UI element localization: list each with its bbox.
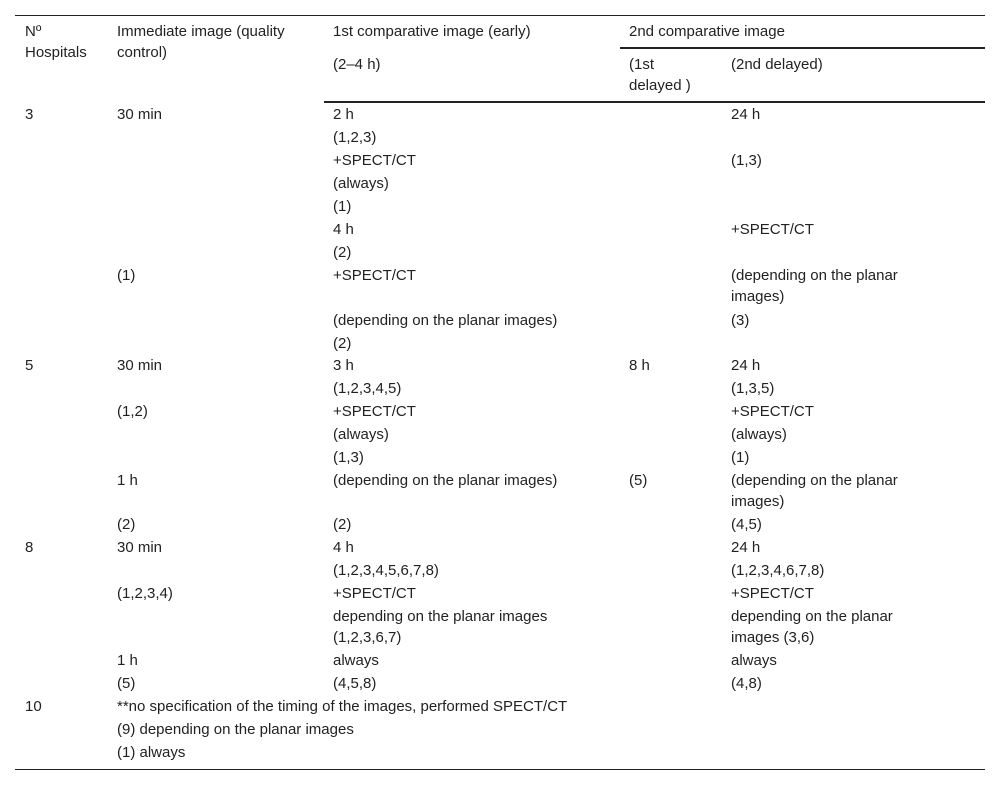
header-immediate-image — [117, 21, 285, 63]
row-5-delayed2-6a: (depending on the planar — [731, 472, 898, 489]
row-3-early-10: (2) — [333, 335, 352, 352]
row-5-delayed2-2: (1,3,5) — [731, 380, 775, 397]
row-3-early-4: (always) — [333, 175, 389, 192]
row-10-note-1: **no specification of the timing of the images, performed SPECT/CT — [117, 698, 568, 715]
row-5-immediate-2: (1,2) — [117, 403, 148, 420]
row-5-immediate-1: 30 min — [117, 357, 163, 374]
row-5-delayed1-1: 8 h — [629, 357, 650, 374]
row-5-immediate-4: (2) — [117, 516, 136, 533]
row-8-delayed2-4a: depending on the planar — [731, 608, 893, 625]
header-immediate-line1: Immediate image (quality — [117, 23, 285, 40]
table-bottom-border — [15, 769, 985, 770]
row-3-early-7: (2) — [333, 244, 352, 261]
header-early-image: 1st comparative image (early) — [333, 23, 531, 40]
table-top-border — [15, 15, 985, 16]
header-second-comparative: 2nd comparative image — [629, 23, 785, 40]
row-8-early-4a: depending on the planar images — [333, 608, 548, 625]
row-5-immediate-3: 1 h — [117, 472, 138, 489]
row-3-early-3: +SPECT/CT — [333, 152, 416, 169]
row-3-delayed2-2: (1,3) — [731, 152, 762, 169]
header-second-delayed: (2nd delayed) — [731, 56, 823, 73]
row-3-hospitals: 3 — [25, 106, 34, 123]
row-10-note-2: (9) depending on the planar images — [117, 721, 354, 738]
header-group-underline — [620, 47, 985, 49]
header-hospitals — [25, 21, 87, 63]
row-3-early-9: (depending on the planar images) — [333, 312, 558, 329]
row-8-delayed2-4b: images (3,6) — [731, 629, 815, 646]
row-8-immediate-2: (1,2,3,4) — [117, 585, 173, 602]
header-bottom-border — [324, 101, 985, 103]
row-3-delayed2-5: (3) — [731, 312, 750, 329]
row-5-hospitals: 5 — [25, 357, 34, 374]
row-8-early-2: (1,2,3,4,5,6,7,8) — [333, 562, 439, 579]
header-immediate-line2: control) — [117, 44, 168, 61]
row-5-delayed2-6 — [731, 470, 898, 512]
row-8-immediate-3: 1 h — [117, 652, 138, 669]
row-5-early-5: (1,3) — [333, 449, 364, 466]
row-3-delayed2-4b: images) — [731, 288, 785, 305]
row-8-delayed2-5: always — [731, 652, 777, 669]
row-3-immediate-ref: (1) — [117, 267, 136, 284]
row-3-early-8: +SPECT/CT — [333, 267, 416, 284]
header-first-delayed-line1: (1st — [629, 56, 655, 73]
row-8-hospitals: 8 — [25, 539, 34, 556]
row-5-early-6: (depending on the planar images) — [333, 472, 558, 489]
row-8-delayed2-2: (1,2,3,4,6,7,8) — [731, 562, 825, 579]
row-5-delayed2-5: (1) — [731, 449, 750, 466]
row-5-delayed2-3: +SPECT/CT — [731, 403, 814, 420]
row-5-early-2: (1,2,3,4,5) — [333, 380, 402, 397]
row-3-delayed2-4 — [731, 265, 898, 307]
row-8-early-5: always — [333, 652, 379, 669]
row-8-early-1: 4 h — [333, 539, 354, 556]
row-8-delayed2-1: 24 h — [731, 539, 761, 556]
row-8-early-6: (4,5,8) — [333, 675, 377, 692]
row-8-immediate-4: (5) — [117, 675, 136, 692]
row-5-early-3: +SPECT/CT — [333, 403, 416, 420]
row-3-early-1: 2 h — [333, 106, 354, 123]
row-10-note-3: (1) always — [117, 744, 186, 761]
row-3-delayed2-4a: (depending on the planar — [731, 267, 898, 284]
row-5-early-4: (always) — [333, 426, 389, 443]
row-8-early-4b: (1,2,3,6,7) — [333, 629, 402, 646]
row-8-immediate-1: 30 min — [117, 539, 163, 556]
row-8-delayed2-6: (4,8) — [731, 675, 762, 692]
row-5-early-7: (2) — [333, 516, 352, 533]
row-3-early-5: (1) — [333, 198, 352, 215]
header-early-range: (2–4 h) — [333, 56, 381, 73]
header-first-delayed — [629, 54, 691, 96]
row-5-delayed2-7: (4,5) — [731, 516, 762, 533]
header-first-delayed-line2: delayed ) — [629, 77, 691, 94]
header-hospitals-line1: Nº — [25, 23, 42, 40]
row-3-immediate-time: 30 min — [117, 106, 163, 123]
row-8-early-4 — [333, 606, 547, 648]
row-8-delayed2-3: +SPECT/CT — [731, 585, 814, 602]
row-3-delayed2-3: +SPECT/CT — [731, 221, 814, 238]
row-8-delayed2-4 — [731, 606, 893, 648]
row-3-early-6: 4 h — [333, 221, 354, 238]
row-8-early-3: +SPECT/CT — [333, 585, 416, 602]
row-10-hospitals: 10 — [25, 698, 42, 715]
row-3-delayed2-1: 24 h — [731, 106, 761, 123]
row-5-early-1: 3 h — [333, 357, 354, 374]
header-hospitals-line2: Hospitals — [25, 44, 87, 61]
row-5-delayed2-1: 24 h — [731, 357, 761, 374]
row-5-delayed2-6b: images) — [731, 493, 785, 510]
row-5-delayed1-2: (5) — [629, 472, 648, 489]
row-5-delayed2-4: (always) — [731, 426, 787, 443]
row-3-early-2: (1,2,3) — [333, 129, 377, 146]
